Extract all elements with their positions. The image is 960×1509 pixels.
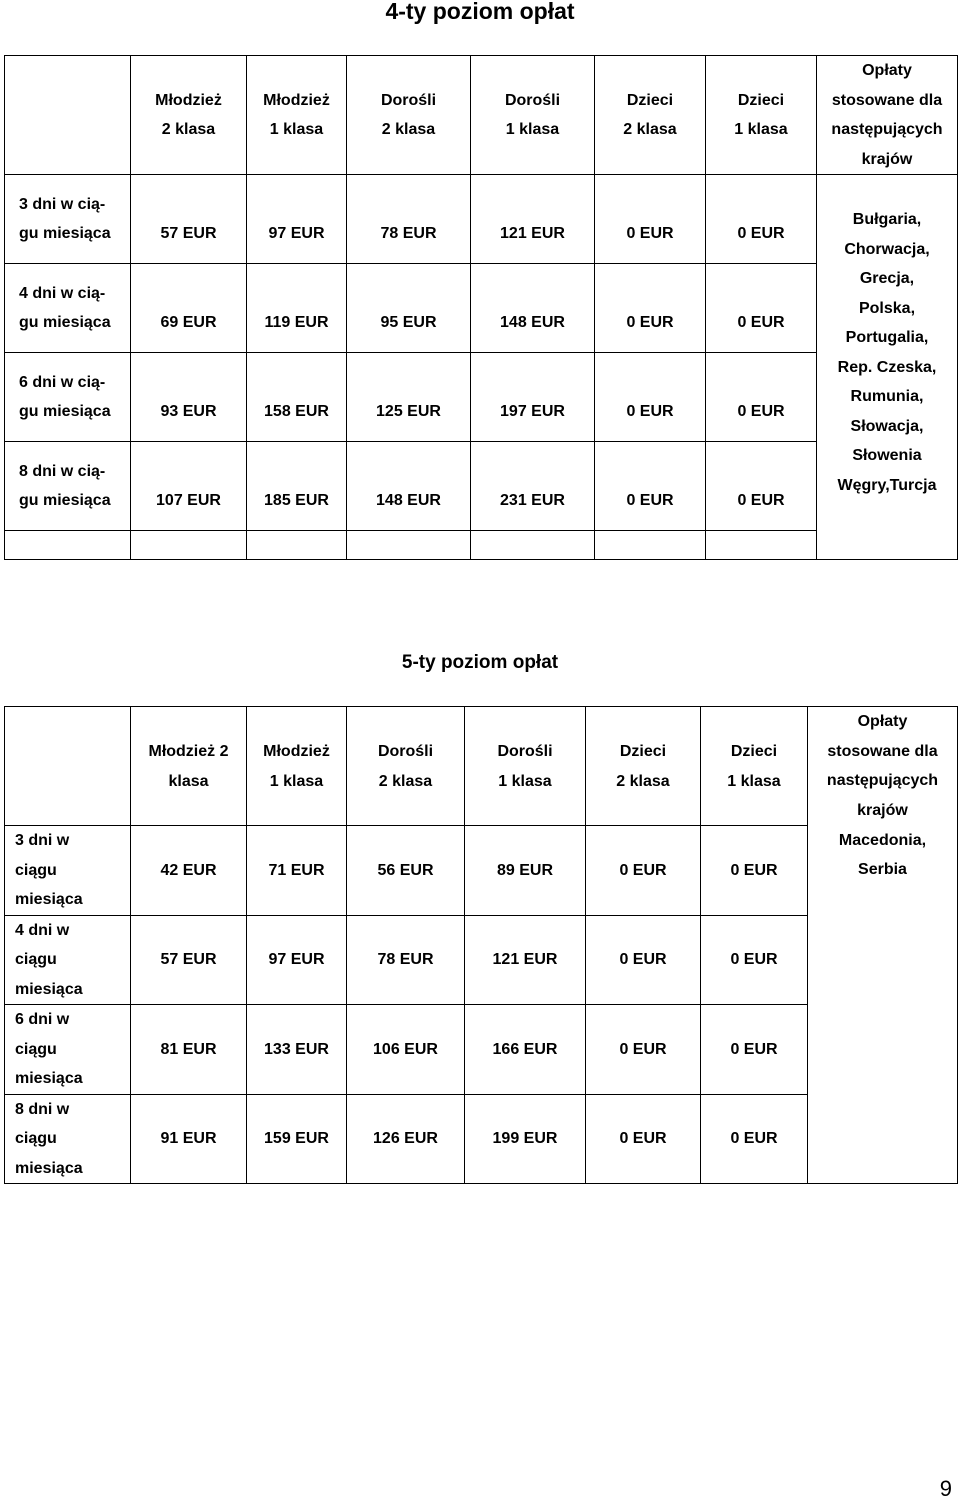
fee-cell: 57 EUR [131,175,247,264]
fee-cell: 93 EUR [131,353,247,442]
page-number: 9 [939,1476,952,1501]
spacer-cell [347,531,471,560]
header-adults-2nd-class: Dorośli 2 klasa [347,56,471,175]
fee-cell: 121 EUR [471,175,595,264]
fee-cell: 91 EUR [131,1094,247,1184]
spacer-cell [706,531,817,560]
fee-cell: 0 EUR [706,175,817,264]
fee-cell: 121 EUR [465,915,586,1005]
fee-cell: 231 EUR [471,442,595,531]
fee-cell: 0 EUR [595,353,706,442]
country-item: Bułgaria, [852,211,922,228]
row-label: 4 dni w ciągu miesiąca [5,915,131,1005]
table-row [5,175,958,264]
spacer-cell [595,531,706,560]
fee-cell: 148 EUR [471,264,595,353]
country-item: Słowenia [852,447,922,464]
countries-list [808,826,958,1184]
country-item: Rep. Czeska, [837,358,937,376]
fee-cell: 81 EUR [131,1005,247,1095]
country-item: Serbia [858,861,907,878]
fee-cell: 0 EUR [586,915,701,1005]
fee-cell: 197 EUR [471,353,595,442]
fee-cell: 0 EUR [586,1005,701,1095]
fee-cell: 56 EUR [347,826,465,916]
fee-cell: 97 EUR [247,175,347,264]
header-children-2nd-class: Dzieci 2 klasa [595,56,706,175]
fee-cell: 0 EUR [701,915,808,1005]
fee-cell: 148 EUR [347,442,471,531]
header-empty-cell [5,56,131,175]
fee-cell: 158 EUR [247,353,347,442]
header-youth-1st-class: Młodzież 1 klasa [247,707,347,826]
fee-cell: 0 EUR [706,264,817,353]
header-row [5,56,958,175]
fee-cell: 107 EUR [131,442,247,531]
fee-cell: 0 EUR [701,1005,808,1095]
row-label: 8 dni w cią- gu miesiąca [5,442,131,531]
country-item: Węgry,Turcja [837,476,937,494]
spacer-cell [471,531,595,560]
row-label: 6 dni w ciągu miesiąca [5,1005,131,1095]
fee-table-level4 [4,55,958,560]
header-youth-2nd-class: Młodzież 2 klasa [131,707,247,826]
table-row [5,353,958,442]
table-row-spacer [5,531,958,560]
header-row [5,707,958,826]
fee-cell: 97 EUR [247,915,347,1005]
fee-cell: 106 EUR [347,1005,465,1095]
fee-cell: 126 EUR [347,1094,465,1184]
header-youth-2nd-class: Młodzież 2 klasa [131,56,247,175]
fee-cell: 78 EUR [347,175,471,264]
spacer-cell [247,531,347,560]
country-item: Chorwacja, [844,240,930,258]
fee-cell: 0 EUR [586,1094,701,1184]
fee-cell: 0 EUR [706,442,817,531]
country-item: Portugalia, [845,329,929,346]
fee-cell: 0 EUR [701,826,808,916]
header-children-2nd-class: Dzieci 2 klasa [586,707,701,826]
fee-cell: 0 EUR [595,175,706,264]
fee-cell: 42 EUR [131,826,247,916]
header-empty-cell [5,707,131,826]
country-item: Grecja, [859,270,915,287]
fee-table-level5 [4,706,958,1184]
row-label: 4 dni w cią- gu miesiąca [5,264,131,353]
section-title-level5: 5-ty poziom opłat [401,652,559,673]
fee-cell: 95 EUR [347,264,471,353]
header-countries: Opłaty stosowane dla następujących krajów [817,56,958,175]
fee-cell: 57 EUR [131,915,247,1005]
spacer-cell [5,531,131,560]
fee-cell: 133 EUR [247,1005,347,1095]
table-row [5,826,958,916]
table-row [5,442,958,531]
fee-cell: 125 EUR [347,353,471,442]
country-item: Polska, [858,299,916,317]
table-row [5,264,958,353]
row-label: 3 dni w ciągu miesiąca [5,826,131,916]
fee-cell: 166 EUR [465,1005,586,1095]
section-title-level4: 4-ty poziom opłat [385,0,575,24]
fee-cell: 199 EUR [465,1094,586,1184]
fee-cell: 185 EUR [247,442,347,531]
header-children-1st-class: Dzieci 1 klasa [701,707,808,826]
fee-cell: 0 EUR [595,442,706,531]
country-item: Macedonia, [838,831,927,849]
header-adults-1st-class: Dorośli 1 klasa [465,707,586,826]
row-label: 6 dni w cią- gu miesiąca [5,353,131,442]
fee-cell: 0 EUR [706,353,817,442]
header-children-1st-class: Dzieci 1 klasa [706,56,817,175]
header-countries: Opłaty stosowane dla następujących krajów [808,707,958,826]
spacer-cell [131,531,247,560]
country-item: Słowacja, [850,417,924,435]
country-item: Rumunia, [850,388,924,405]
header-youth-1st-class: Młodzież 1 klasa [247,56,347,175]
fee-cell: 89 EUR [465,826,586,916]
fee-cell: 159 EUR [247,1094,347,1184]
fee-cell: 71 EUR [247,826,347,916]
fee-cell: 0 EUR [595,264,706,353]
fee-cell: 0 EUR [701,1094,808,1184]
fee-cell: 119 EUR [247,264,347,353]
header-adults-1st-class: Dorośli 1 klasa [471,56,595,175]
row-label: 3 dni w cią- gu miesiąca [5,175,131,264]
fee-cell: 0 EUR [586,826,701,916]
fee-cell: 69 EUR [131,264,247,353]
header-adults-2nd-class: Dorośli 2 klasa [347,707,465,826]
countries-list [817,175,958,560]
fee-cell: 78 EUR [347,915,465,1005]
row-label: 8 dni w ciągu miesiąca [5,1094,131,1184]
